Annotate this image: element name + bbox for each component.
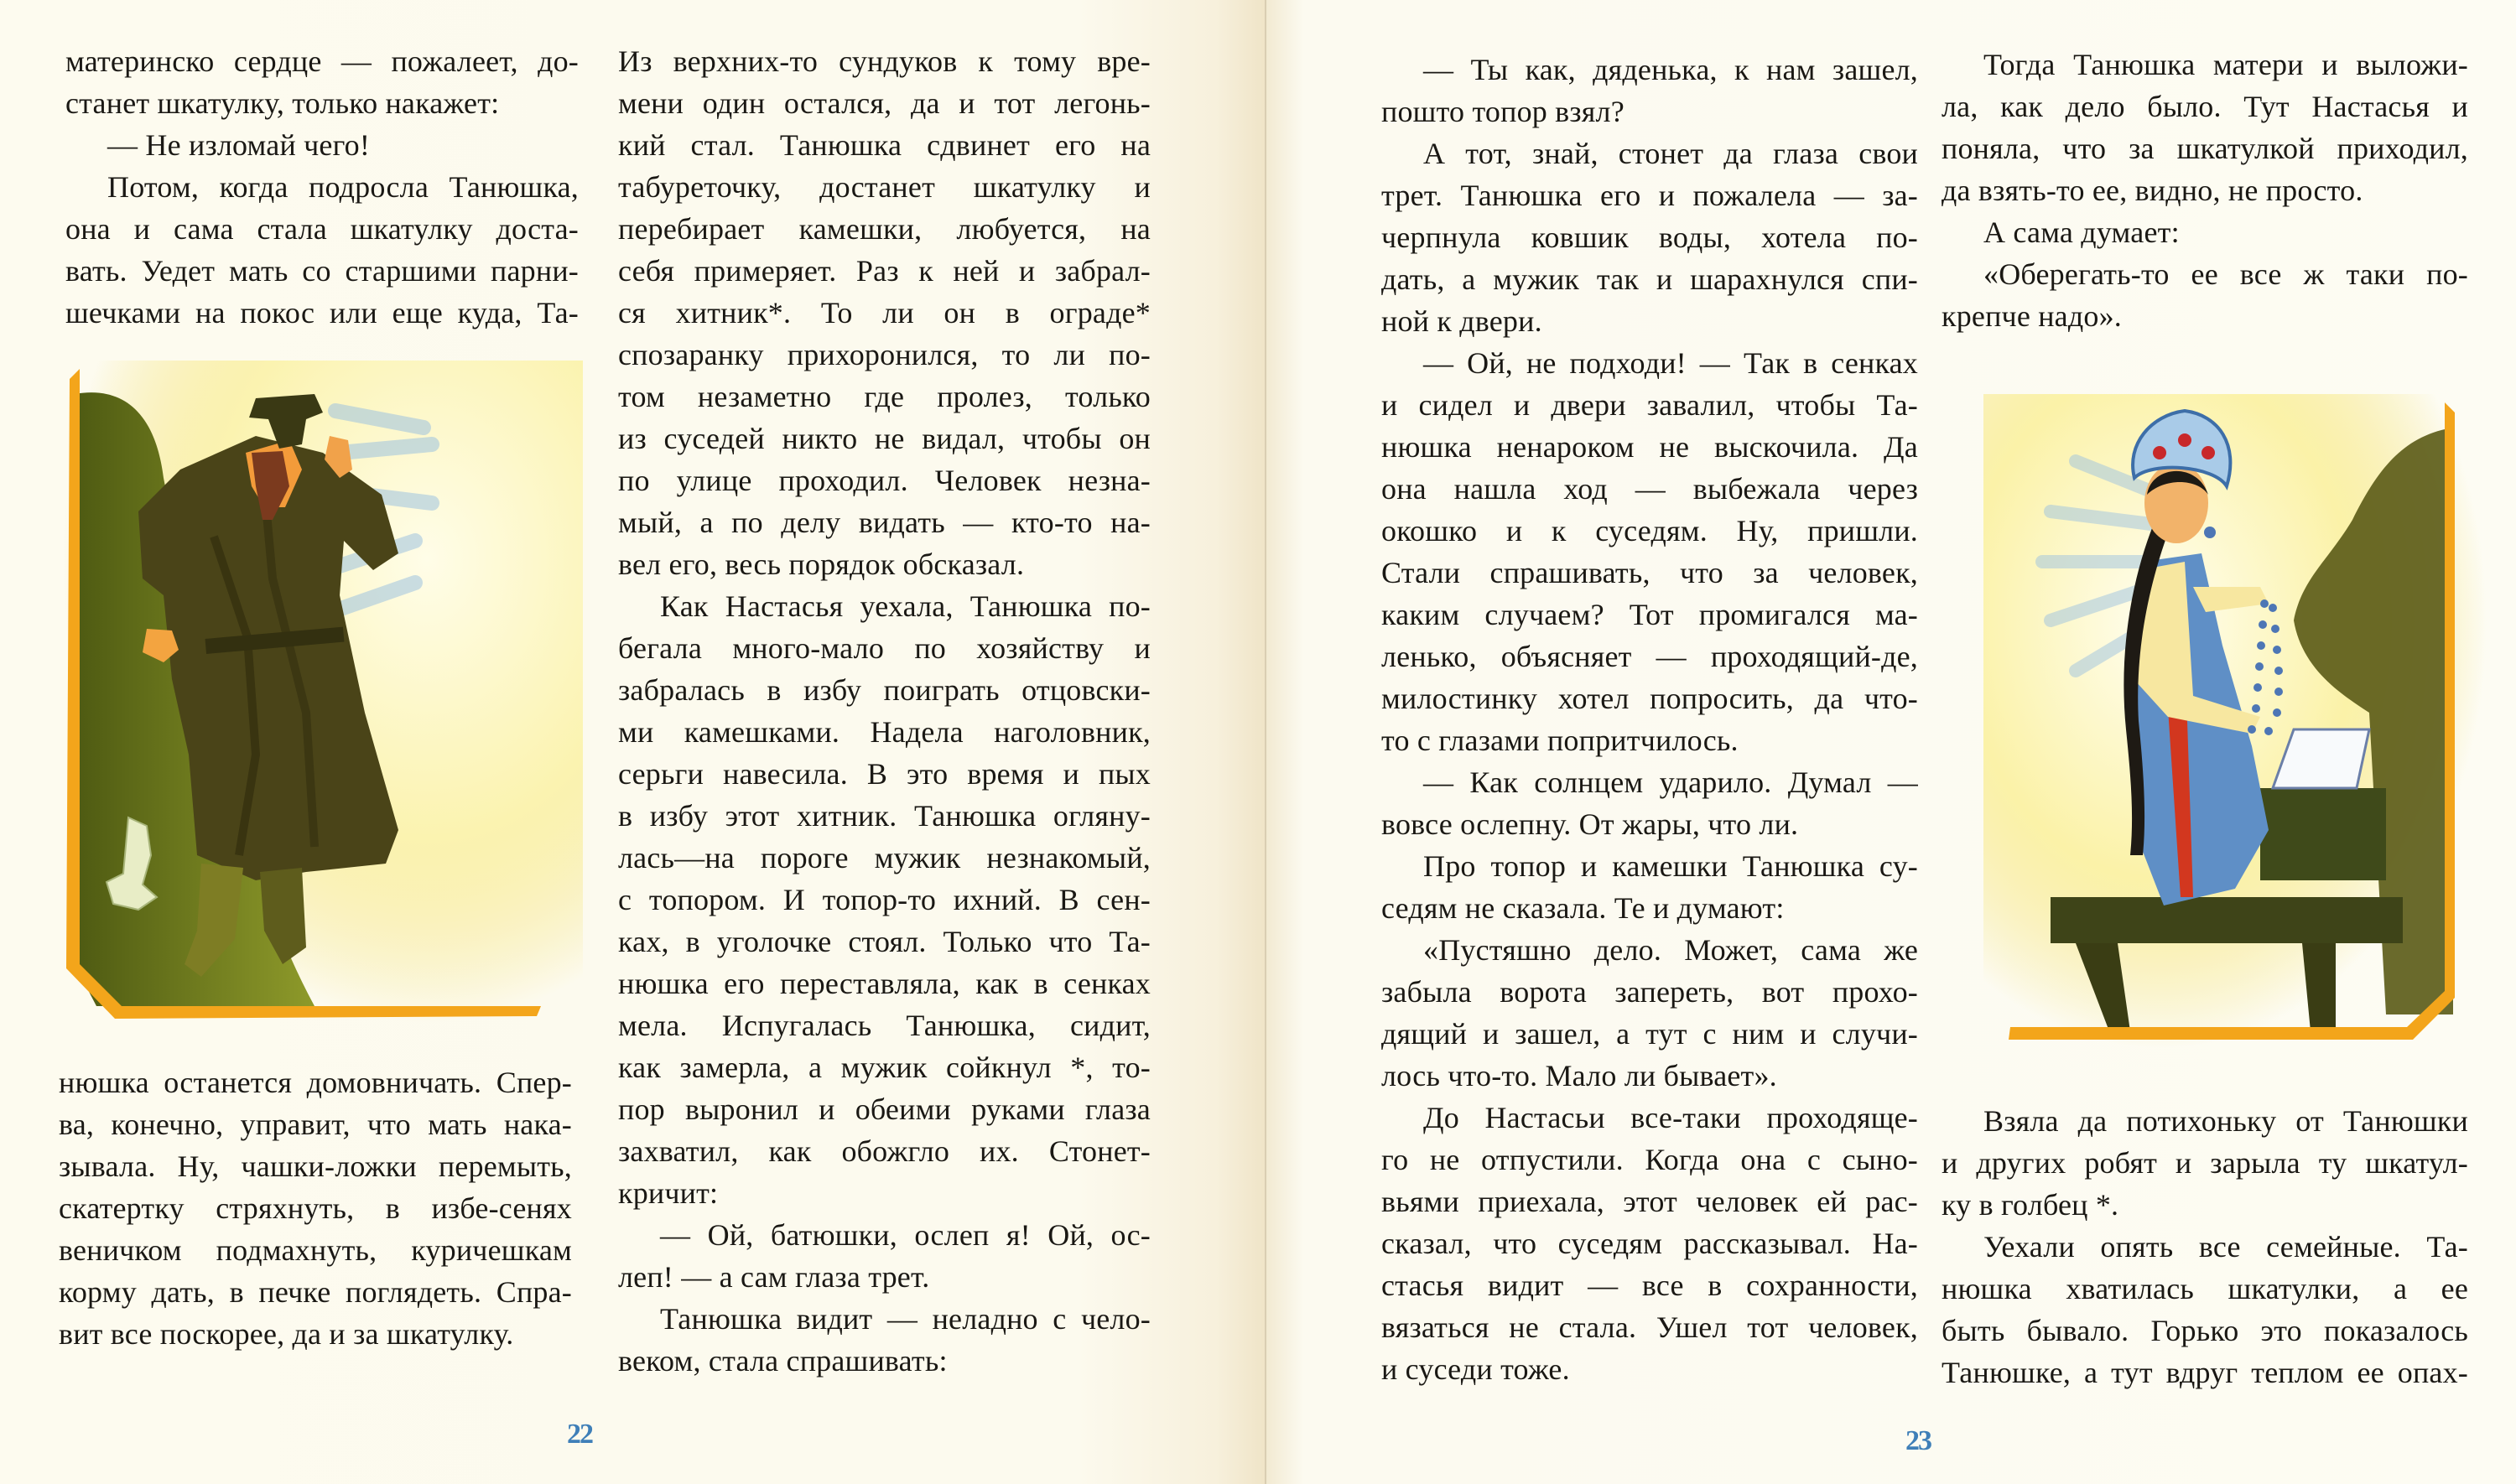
- text-line: Как Настасья уехала, Танюшка по-: [660, 589, 1151, 623]
- text-line: лось что-то. Мало ли бывает».: [1381, 1059, 1777, 1092]
- left-col1-top: [65, 40, 579, 334]
- text-line: окошко и к суседям. Ну, пришли.: [1381, 514, 1918, 547]
- illustration-girl-with-beads: [1983, 394, 2487, 1048]
- text-line: трет. Танюшка его и пожалела — за-: [1381, 179, 1918, 212]
- text-line: вать. Уедет мать со старшими парни-: [65, 254, 579, 288]
- left-col2: [618, 40, 1151, 1382]
- text-line: вел его, весь порядок обсказал.: [618, 547, 1025, 581]
- text-line: забыла ворота запереть, вот прохо-: [1381, 975, 1918, 1009]
- text-line: то с глазами попритчилось.: [1381, 724, 1739, 757]
- text-line: в избу этот хитник. Танюшка огляну-: [618, 799, 1151, 833]
- text-line: вьями приехала, этот человек ей рас-: [1381, 1185, 1918, 1218]
- text-line: дящий и зашел, а тут с ним и случи-: [1381, 1017, 1918, 1051]
- right-col2-top: [1942, 44, 2468, 337]
- text-line: Тогда Танюшка матери и выложи-: [1983, 48, 2468, 81]
- text-line: перебирает камешки, любуется, на: [618, 212, 1151, 246]
- text-line: да взять-то ее, видно, не просто.: [1942, 174, 2363, 207]
- text-line: табуреточку, достанет шкатулку и: [618, 170, 1151, 204]
- text-line: Стали спрашивать, что за человек,: [1381, 556, 1918, 589]
- text-line: «Оберегать-то ее все ж таки по-: [1983, 257, 2468, 291]
- text-line: — Ты как, дяденька, к нам зашел,: [1423, 53, 1918, 86]
- text-line: Потом, когда подросла Танюшка,: [107, 170, 579, 204]
- text-line: кий стал. Танюшка сдвинет его на: [618, 128, 1151, 162]
- text-line: материнско сердце — пожалеет, до-: [65, 44, 579, 78]
- text-line: быть бывало. Горько это показалось: [1942, 1314, 2468, 1347]
- text-line: ленько, объясняет — проходящий-де,: [1381, 640, 1918, 673]
- text-line: «Пустяшно дело. Может, сама же: [1423, 933, 1918, 967]
- bench: [2051, 897, 2403, 943]
- text-line: станет шкатулку, только накажет:: [65, 86, 500, 120]
- casket-icon: [2260, 788, 2386, 880]
- text-line: она нашла ход — выбежала через: [1381, 472, 1918, 506]
- text-line: поняла, что за шкатулкой приходил,: [1942, 132, 2468, 165]
- text-line: зывала. Ну, чашки-ложки перемыть,: [59, 1149, 572, 1183]
- text-line: вит все поскорее, да и за шкатулку.: [59, 1317, 514, 1351]
- text-line: ла, как дело было. Тут Настасья и: [1942, 90, 2468, 123]
- text-line: Взяла да потихоньку от Танюшки: [1983, 1104, 2468, 1138]
- text-line: и сидел и двери завалил, чтобы Та-: [1381, 388, 1918, 422]
- text-line: Про топор и камешки Танюшка су-: [1423, 849, 1918, 883]
- illustration-startled-man: [63, 361, 583, 1023]
- text-line: ку в голбец *.: [1942, 1188, 2119, 1222]
- text-line: себя примеряет. Раз к ней и забрал-: [618, 254, 1151, 288]
- text-line: захватил, как обожгло их. Стонет-: [618, 1134, 1151, 1168]
- text-line: — Ой, не подходи! — Так в сенках: [1423, 346, 1918, 380]
- text-line: скатертку стряхнуть, в избе-сенях: [59, 1191, 572, 1225]
- text-line: седям не сказала. Те и думают:: [1381, 891, 1785, 925]
- text-line: забралась в избу поиграть отцовски-: [618, 673, 1151, 707]
- text-line: серьги навесила. В это время и пых: [618, 757, 1151, 791]
- text-line: До Настасьи все-таки проходяще-: [1423, 1101, 1918, 1134]
- text-line: ках, в уголочке стоял. Только что Та-: [618, 925, 1151, 958]
- text-line: нюшка останется домовничать. Спер-: [59, 1066, 572, 1099]
- text-line: шечками на покос или еще куда, Та-: [65, 296, 579, 329]
- text-line: — Как солнцем ударило. Думал —: [1423, 765, 1918, 799]
- text-line: ва, конечно, управит, что мать нака-: [59, 1108, 572, 1141]
- text-line: лась—на пороге мужик незнакомый,: [618, 841, 1151, 874]
- text-line: как замерла, а мужик сойкнул *, то-: [618, 1051, 1151, 1084]
- text-line: том незаметно где пролез, только: [618, 380, 1151, 413]
- text-line: Танюшке, а тут вдруг теплом ее опах-: [1942, 1356, 2468, 1389]
- text-line: корму дать, в печке поглядеть. Спра-: [59, 1275, 572, 1309]
- text-line: мела. Испугалась Танюшка, сидит,: [618, 1009, 1151, 1042]
- text-line: мени один остался, да и тот легонь-: [618, 86, 1151, 120]
- text-line: стасья видит — все в сохранности,: [1381, 1269, 1918, 1302]
- text-line: Уехали опять все семейные. Та-: [1983, 1230, 2468, 1263]
- text-line: А сама думает:: [1983, 215, 2180, 249]
- text-line: кричит:: [618, 1176, 719, 1210]
- text-line: с топором. И топор-то ихний. В сен-: [618, 883, 1151, 916]
- right-col1: [1381, 49, 1918, 1390]
- text-line: ся хитник*. То ли он в ограде*: [618, 296, 1151, 329]
- text-line: нюшка ненароком не выскочила. Да: [1381, 430, 1918, 464]
- text-line: Танюшка видит — неладно с чело-: [660, 1302, 1151, 1336]
- left-col1-bottom: [59, 1061, 572, 1355]
- text-line: нюшка хватилась шкатулки, а ее: [1942, 1272, 2468, 1305]
- page-number-left: 22: [567, 1419, 592, 1450]
- text-line: ми камешками. Надела наголовник,: [618, 715, 1151, 749]
- text-line: ной к двери.: [1381, 304, 1542, 338]
- page-number-right: 23: [1905, 1425, 1931, 1456]
- text-line: — Не изломай чего!: [107, 128, 371, 162]
- right-col2-bottom: [1942, 1100, 2468, 1393]
- text-line: — Ой, батюшки, ослеп я! Ой, ос-: [660, 1218, 1151, 1252]
- text-line: А тот, знай, стонет да глаза свои: [1423, 137, 1918, 170]
- text-line: вязаться не стала. Ушел тот человек,: [1381, 1310, 1918, 1344]
- text-line: веничком подмахнуть, куричешкам: [59, 1233, 572, 1267]
- text-line: из суседей никто не видал, чтобы он: [618, 422, 1151, 455]
- text-line: милостинку хотел попросить, да что-: [1381, 682, 1918, 715]
- text-line: крепче надо».: [1942, 299, 2122, 333]
- text-line: Из верхних-то сундуков к тому вре-: [618, 44, 1151, 78]
- text-line: мый, а по делу видать — кто-то на-: [618, 506, 1151, 539]
- text-line: вовсе ослепну. От жары, что ли.: [1381, 807, 1799, 841]
- text-line: по улице проходил. Человек незна-: [618, 464, 1151, 497]
- right-page: [1266, 0, 2516, 1484]
- text-line: спозаранку прихоронился, то ли по-: [618, 338, 1151, 371]
- text-line: каким случаем? Тот промигался ма-: [1381, 598, 1918, 631]
- text-line: бегала много-мало по хозяйству и: [618, 631, 1151, 665]
- text-line: леп! — а сам глаза трет.: [618, 1260, 930, 1294]
- text-line: и суседи тоже.: [1381, 1352, 1570, 1386]
- text-line: она и сама стала шкатулку доста-: [65, 212, 579, 246]
- text-line: сказал, что суседям рассказывал. На-: [1381, 1227, 1918, 1260]
- text-line: нюшка его переставляла, как в сенках: [618, 967, 1151, 1000]
- text-line: дать, а мужик так и шарахнулся спи-: [1381, 262, 1918, 296]
- text-line: веком, стала спрашивать:: [618, 1344, 948, 1378]
- text-line: пор выронил и обеими руками глаза: [618, 1092, 1151, 1126]
- text-line: пошто топор взял?: [1381, 95, 1624, 128]
- text-line: го не отпустили. Когда она с сыно-: [1381, 1143, 1918, 1176]
- text-line: черпнула ковшик воды, хотела по-: [1381, 221, 1918, 254]
- text-line: и других робят и зарыла ту шкатул-: [1942, 1146, 2468, 1180]
